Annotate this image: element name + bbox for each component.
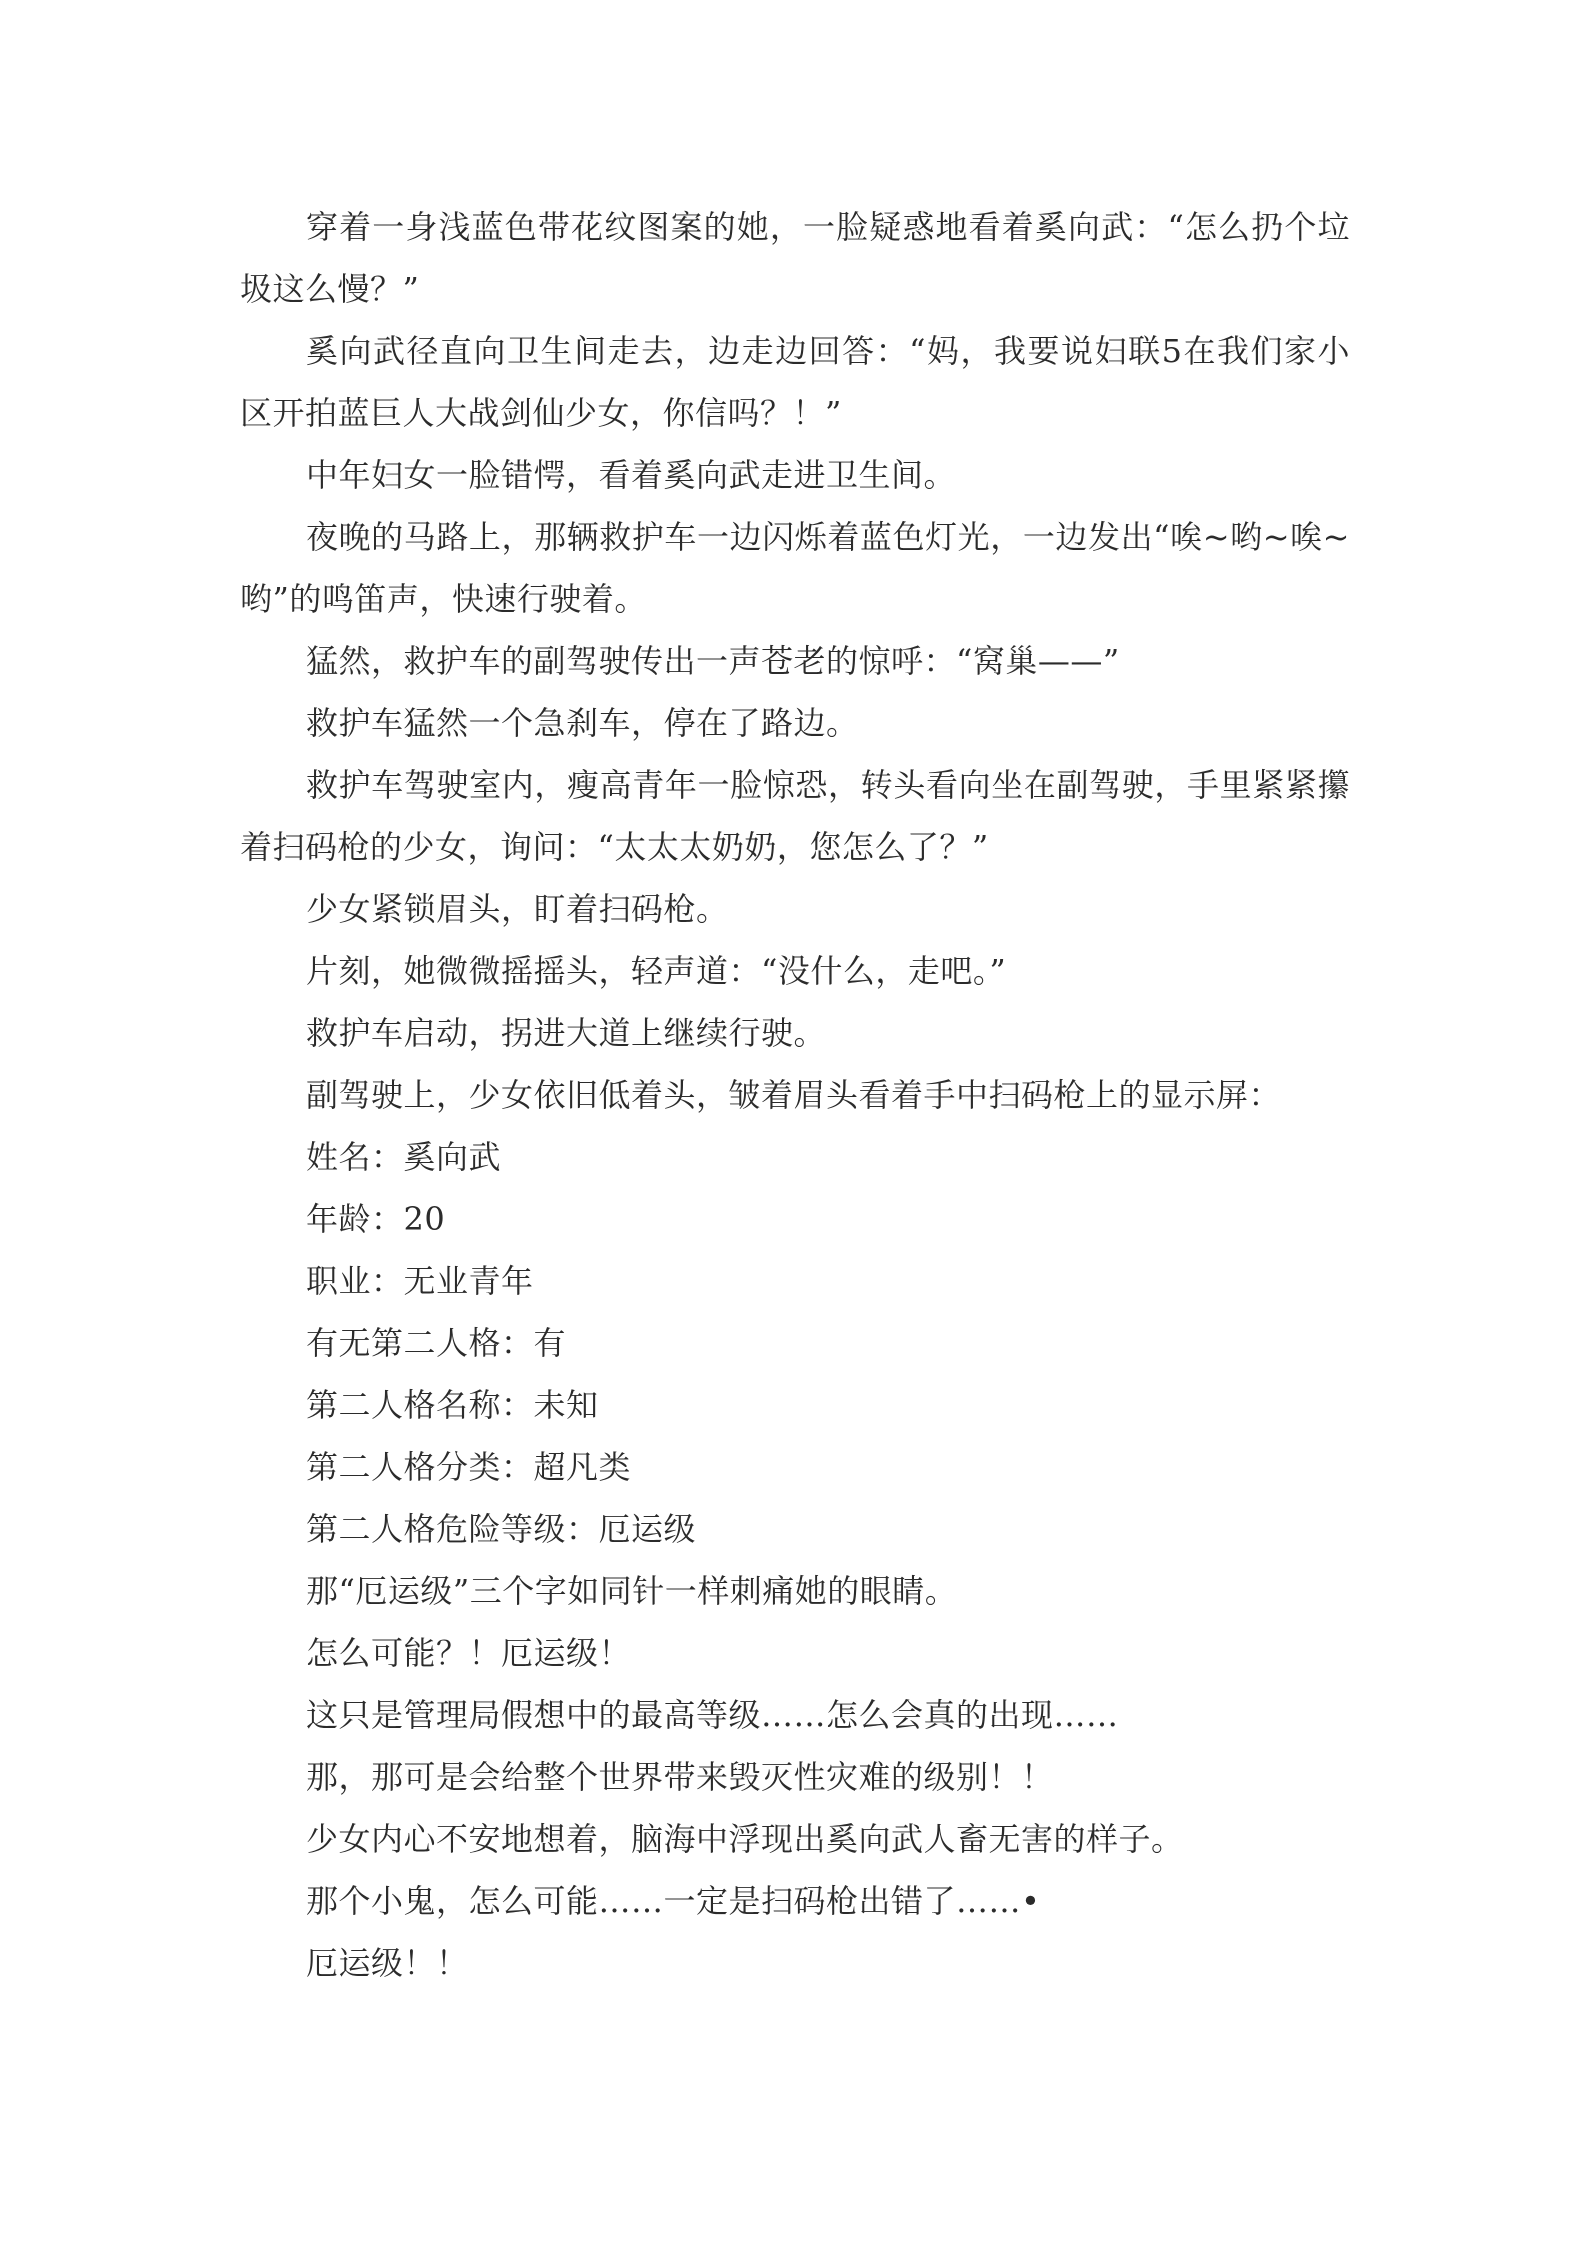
paragraph-11: 副驾驶上，少女依旧低着头，皱着眉头看着手中扫码枪上的显示屏：	[306, 1076, 1282, 1114]
paragraph-23: 少女内心不安地想着，脑海中浮现出奚向武人畜无害的样子。	[306, 1820, 1184, 1858]
document-body	[240, 196, 1350, 1994]
profile-second-personality-line: 有无第二人格：有	[306, 1324, 567, 1362]
paragraph-10: 救护车启动，拐进大道上继续行驶。	[306, 1014, 827, 1052]
paragraph-22: 那，那可是会给整个世界带来毁灭性灾难的级别！！	[306, 1758, 1054, 1796]
profile-name-line: 姓名：奚向武	[306, 1138, 502, 1176]
profile-second-personality-name-line: 第二人格名称：未知	[306, 1386, 599, 1424]
profile-occupation-line: 职业：无业青年	[306, 1262, 534, 1300]
paragraph-7: 救护车驾驶室内，瘦高青年一脸惊恐，转头看向坐在副驾驶，手里紧紧攥着扫码枪的少女，询问：“太太太奶奶，您怎么了？”	[240, 766, 1350, 866]
paragraph-2: 奚向武径直向卫生间走去，边走边回答：“妈，我要说妇联5在我们家小区开拍蓝巨人大战剑仙少女，你信吗？！”	[240, 332, 1350, 432]
paragraph-25: 厄运级！！	[306, 1944, 469, 1982]
paragraph-19: 那“厄运级”三个字如同针一样刺痛她的眼睛。	[306, 1572, 958, 1610]
profile-second-personality-class-line: 第二人格分类：超凡类	[306, 1448, 632, 1486]
paragraph-4: 夜晚的马路上，那辆救护车一边闪烁着蓝色灯光，一边发出“唉~哟~唉~哟”的鸣笛声，快速行驶着。	[240, 518, 1350, 618]
paragraph-8: 少女紧锁眉头，盯着扫码枪。	[306, 890, 729, 928]
paragraph-9: 片刻，她微微摇摇头，轻声道：“没什么，走吧。”	[306, 952, 1007, 990]
paragraph-20: 怎么可能？！厄运级！	[306, 1634, 632, 1672]
profile-age-line: 年龄：20	[306, 1200, 446, 1238]
paragraph-5: 猛然，救护车的副驾驶传出一声苍老的惊呼：“窝巢——”	[306, 642, 1120, 680]
paragraph-1: 穿着一身浅蓝色带花纹图案的她，一脸疑惑地看着奚向武：“怎么扔个垃圾这么慢？”	[240, 208, 1350, 308]
paragraph-24: 那个小鬼，怎么可能……一定是扫码枪出错了……•	[306, 1882, 1041, 1920]
paragraph-3: 中年妇女一脸错愕，看着奚向武走进卫生间。	[306, 456, 957, 494]
paragraph-21: 这只是管理局假想中的最高等级……怎么会真的出现……	[306, 1696, 1119, 1734]
profile-danger-level-line: 第二人格危险等级：厄运级	[306, 1510, 697, 1548]
paragraph-6: 救护车猛然一个急刹车，停在了路边。	[306, 704, 859, 742]
